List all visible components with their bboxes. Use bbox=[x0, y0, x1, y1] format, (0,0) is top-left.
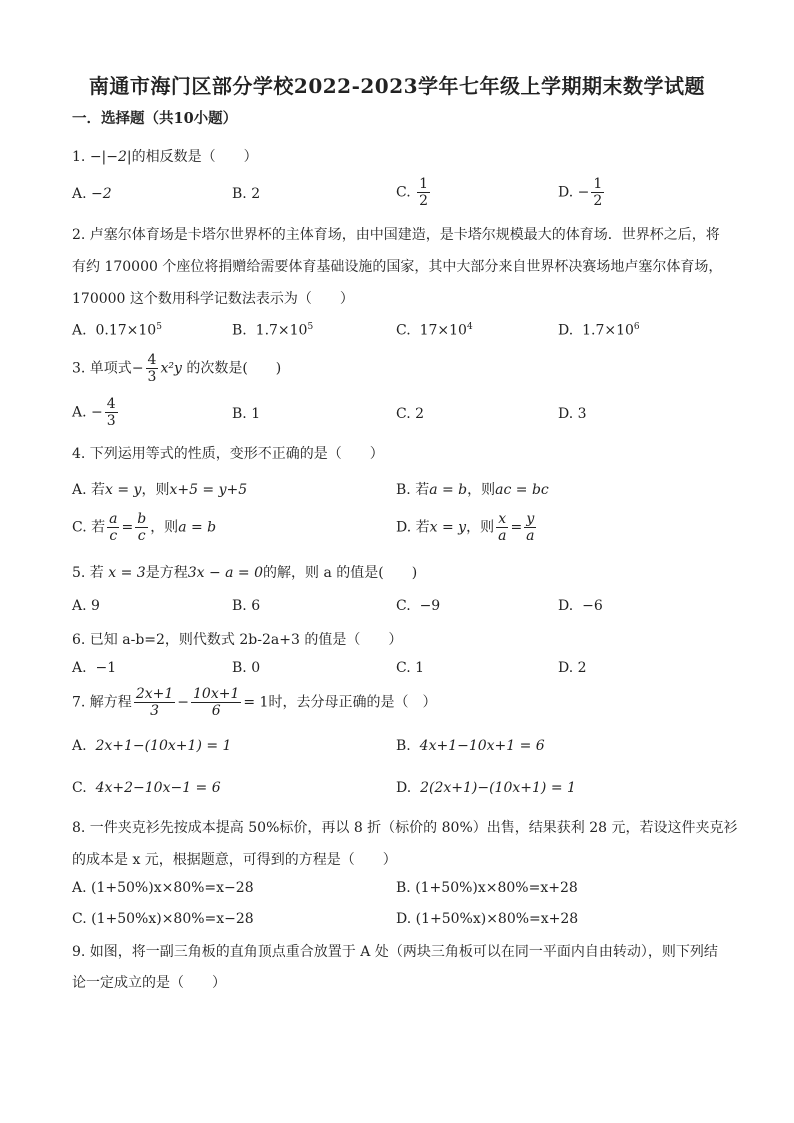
question-2-option-a: A. $0.17\times 10^5$ bbox=[72, 322, 162, 339]
question-8-option-c: C. (1+50%x)×80%=x−28 bbox=[72, 911, 254, 927]
question-7-option-b: B. 4x+1−10x+1 = 6 bbox=[396, 738, 545, 754]
question-3-option-a: A. − $\frac{4}{3}$ bbox=[72, 396, 116, 429]
question-7-option-d: D. 2(2x+1)−(10x+1) = 1 bbox=[396, 780, 576, 796]
question-6-option-b: B. 0 bbox=[232, 660, 261, 676]
question-3-stem: 3. 单项式− $\frac{4}{3}$ x²y 的次数是( ) bbox=[72, 352, 282, 385]
section-heading: 一．选择题（共10小题） bbox=[72, 110, 238, 127]
question-1-stem: 1. −|−2|的相反数是（ ） bbox=[72, 149, 258, 165]
page-title: 南通市海门区部分学校2022-2023学年七年级上学期期末数学试题 bbox=[88, 74, 706, 98]
question-5-option-a: A. 9 bbox=[72, 598, 100, 614]
question-8-option-b: B. (1+50%)x×80%=x+28 bbox=[396, 880, 578, 896]
question-4-stem: 4. 下列运用等式的性质，变形不正确的是（ ） bbox=[72, 446, 384, 462]
question-1-option-b: B. 2 bbox=[232, 186, 261, 202]
question-5-stem: 5. 若 x = 3是方程3x − a = 0的解，则 a 的值是( ) bbox=[72, 565, 418, 581]
question-2-line-2: 有约 170000 个座位将捐赠给需要体育基础设施的国家，其中大部分来自世界杯决赛场地卢塞尔体育场， bbox=[72, 259, 723, 275]
question-7-option-c: C. 4x+2−10x−1 = 6 bbox=[72, 780, 221, 796]
question-8-line-1: 8. 一件夹克衫先按成本提高 50%标价，再以 8 折（标价的 80%）出售，结果获利 28 元，若设这件夹克衫 bbox=[72, 820, 738, 836]
question-1-option-a: A. −2 bbox=[72, 186, 112, 202]
question-3-option-c: C. 2 bbox=[396, 406, 425, 422]
question-1-option-c: C. $\frac{1}{2}$ bbox=[396, 176, 429, 209]
question-2-option-d: D. $1.7\times 10^6$ bbox=[558, 322, 640, 339]
question-6-option-d: D. 2 bbox=[558, 660, 587, 676]
question-7-option-a: A. 2x+1−(10x+1) = 1 bbox=[72, 738, 232, 754]
question-6-option-c: C. 1 bbox=[396, 660, 425, 676]
question-4-option-b: B. 若a = b，则ac = bc bbox=[396, 482, 549, 498]
question-2-option-c: C. $17\times 10^4$ bbox=[396, 322, 473, 339]
question-5-option-b: B. 6 bbox=[232, 598, 261, 614]
question-4-option-d: D. 若x = y，则 $\frac{x}{a}$ = $\frac{y}{a}$ bbox=[396, 511, 535, 544]
question-2-line-3: 170000 这个数用科学记数法表示为（ ） bbox=[72, 291, 354, 307]
question-2-line-1: 2. 卢塞尔体育场是卡塔尔世界杯的主体育场，由中国建造，是卡塔尔规模最大的体育场．世界杯之后，将 bbox=[72, 227, 720, 243]
question-2-option-b: B. $1.7\times 10^5$ bbox=[232, 322, 314, 339]
question-6-option-a: A. −1 bbox=[72, 660, 117, 676]
question-8-option-a: A. (1+50%)x×80%=x−28 bbox=[72, 880, 254, 896]
question-8-line-2: 的成本是 x 元，根据题意，可得到的方程是（ ） bbox=[72, 852, 397, 868]
question-3-option-d: D. 3 bbox=[558, 406, 587, 422]
question-4-option-a: A. 若x = y，则x+5 = y+5 bbox=[72, 482, 248, 498]
question-5-option-c: C. −9 bbox=[396, 598, 441, 614]
question-4-option-c: C. 若 $\frac{a}{c}$ = $\frac{b}{c}$ ，则a = b bbox=[72, 511, 217, 544]
question-9-line-1: 9. 如图，将一副三角板的直角顶点重合放置于 A 处（两块三角板可以在同一平面内自由转动），则下列结 bbox=[72, 944, 718, 960]
question-5-option-d: D. −6 bbox=[558, 598, 603, 614]
question-6-stem: 6. 已知 a-b=2，则代数式 2b-2a+3 的值是（ ） bbox=[72, 632, 403, 648]
question-1-option-d: D. − $\frac{1}{2}$ bbox=[558, 176, 603, 209]
question-8-option-d: D. (1+50%x)×80%=x+28 bbox=[396, 911, 579, 927]
question-3-option-b: B. 1 bbox=[232, 406, 261, 422]
question-7-stem: 7. 解方程 $\frac{2x+1}{3}$ − $\frac{10x+1}{6}$ = 1时，去分母正确的是（ ） bbox=[72, 686, 437, 719]
question-9-line-2: 论一定成立的是（ ） bbox=[72, 975, 226, 991]
